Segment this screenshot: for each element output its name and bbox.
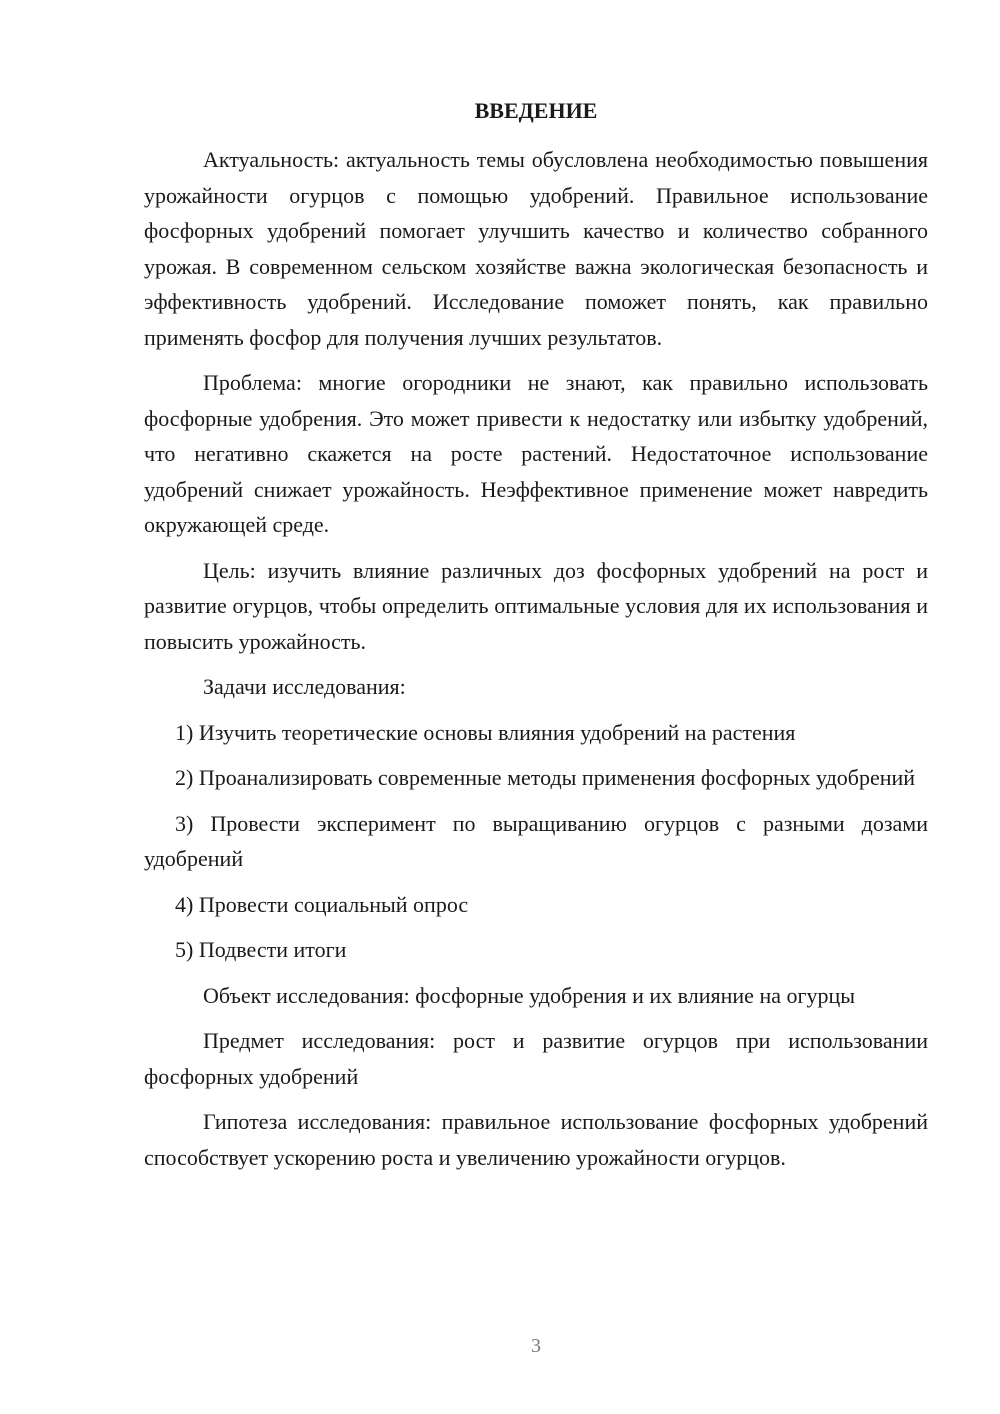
paragraph-tasks-heading: Задачи исследования: xyxy=(203,674,406,699)
section-title: ВВЕДЕНИЕ xyxy=(474,98,598,123)
task-item-1: 1) Изучить теоретические основы влияния удобрений на растения xyxy=(175,719,796,745)
paragraph-relevance: Актуальность: актуальность темы обусловлена необходимостью повышения урожайности огурцов с помощью удобрений. Правильное использование фосфорных удобрений помогает улучшить качество и количество собранного урожая. В современном сельском хозяйстве важна экологическая безопасность и эффективность удобрений. Исследование поможет понять, как правильно применять фосфор для получения лучших результатов. xyxy=(144,147,928,350)
task-item-2: 2) Проанализировать современные методы применения фосфорных удобрений xyxy=(175,765,916,790)
paragraph-problem: Проблема: многие огородники не знают, как правильно использовать фосфорные удобрения. Это может привести к недостатку или избытку удобрений, что негативно скажется на росте растений. Недостаточное использование удобрений снижает урожайность. Неэффективное применение может навредить окружающей среде. xyxy=(144,370,928,537)
task-item-5: 5) Подвести итоги xyxy=(175,937,347,962)
paragraph-subject: Предмет исследования: рост и развитие огурцов при использовании фосфорных удобрений xyxy=(144,1028,928,1089)
page-content xyxy=(144,96,928,1175)
paragraph-hypothesis: Гипотеза исследования: правильное использование фосфорных удобрений способствует ускорению роста и увеличению урожайности огурцов. xyxy=(144,1109,928,1170)
task-item-4: 4) Провести социальный опрос xyxy=(175,891,469,917)
task-item-3: 3) Провести эксперимент по выращиванию огурцов с разными дозами удобрений xyxy=(144,810,928,871)
page-number: 3 xyxy=(531,1335,541,1357)
paragraph-goal: Цель: изучить влияние различных доз фосфорных удобрений на рост и развитие огурцов, чтобы определить оптимальные условия для их использования и повысить урожайность. xyxy=(144,557,928,654)
paragraph-object: Объект исследования: фосфорные удобрения и их влияние на огурцы xyxy=(203,982,856,1008)
